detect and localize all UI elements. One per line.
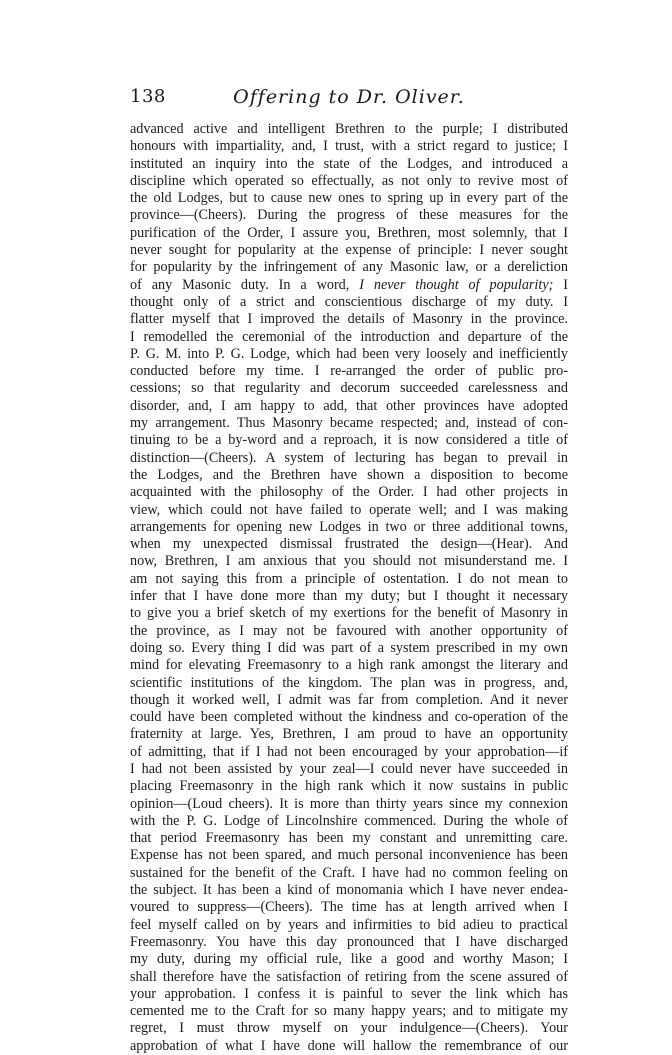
- text-line: the old Lodges, but to cause new ones to spring up in every part of the: [130, 190, 568, 207]
- text-line: the Lodges, and the Brethren have shown a disposition to become: [130, 466, 568, 483]
- text-line: I had not been assisted by your zeal—I could never have succeeded in: [130, 760, 568, 777]
- text-line: feel myself called on by years and infirmities to bid adieu to practical: [130, 916, 568, 933]
- text-line: am not saying this from a principle of ostentation. I do not mean to: [130, 570, 568, 587]
- text-line: fraternity at large. Yes, Brethren, I am proud to have an opportunity: [130, 726, 568, 743]
- text-line: view, which could not have failed to operate well; and I was making: [130, 501, 568, 518]
- text-line: infer that I have done more than my duty; but I thought it necessary: [130, 588, 568, 605]
- text-line: your approbation. I confess it is painful to sever the link which has: [130, 985, 568, 1002]
- text-line: disorder, and, I am happy to add, that other provinces have adopted: [130, 397, 568, 414]
- text-line: mind for elevating Freemasonry to a high rank amongst the literary and: [130, 657, 568, 674]
- text-line: arrangements for opening new Lodges in two or three additional towns,: [130, 518, 568, 535]
- text-line: province—(Cheers). During the progress of these measures for the: [130, 207, 568, 224]
- text-line: sustained for the benefit of the Craft. I have had no common feeling on: [130, 864, 568, 881]
- text-line: Freemasonry. You have this day pronounced that I have discharged: [130, 933, 568, 950]
- text-line: purification of the Order, I assure you, Brethren, most solemnly, that I: [130, 224, 568, 241]
- text-line: opinion—(Loud cheers). It is more than thirty years since my connexion: [130, 795, 568, 812]
- text-line: I remodelled the ceremonial of the introduction and departure of the: [130, 328, 568, 345]
- text-line: with the P. G. Lodge of Lincolnshire commenced. During the whole of: [130, 812, 568, 829]
- text-line: cessions; so that regularity and decorum succeeded carelessness and: [130, 380, 568, 397]
- text-line: the province, as I may not be favoured with another opportunity of: [130, 622, 568, 639]
- text-line: my duty, during my official rule, like a good and worthy Mason; I: [130, 951, 568, 968]
- text-line: of any Masonic duty. In a word, I never thought of popularity; I: [130, 276, 568, 293]
- text-line: though it worked well, I admit was far from completion. And it never: [130, 691, 568, 708]
- text-line: conducted before my time. I re-arranged the order of public pro-: [130, 363, 568, 380]
- text-line: placing Freemasonry in the high rank which it now sustains in public: [130, 778, 568, 795]
- text-line: honours with impartiality, and, I trust, with a strict regard to justice; I: [130, 138, 568, 155]
- running-title: Offering to Dr. Oliver.: [233, 86, 465, 108]
- page-number: 138: [130, 86, 166, 107]
- page-header: [130, 86, 568, 112]
- text-line: cemented me to the Craft for so many happy years; and to mitigate my: [130, 1003, 568, 1020]
- text-line: could have been completed without the kindness and co-operation of the: [130, 709, 568, 726]
- text-line: the subject. It has been a kind of monomania which I have never endea-: [130, 882, 568, 899]
- text-line: my arrangement. Thus Masonry became respected; and, instead of con-: [130, 415, 568, 432]
- text-line: flatter myself that I improved the details of Masonry in the province.: [130, 311, 568, 328]
- text-line: scientific institutions of the kingdom. The plan was in progress, and,: [130, 674, 568, 691]
- text-line: voured to suppress—(Cheers). The time has at length arrived when I: [130, 899, 568, 916]
- text-line: doing so. Every thing I did was part of a system prescribed in my own: [130, 639, 568, 656]
- text-line: distinction—(Cheers). A system of lecturing has began to prevail in: [130, 449, 568, 466]
- text-line: of admitting, that if I had not been encouraged by your approbation—if: [130, 743, 568, 760]
- text-line: acquainted with the philosophy of the Order. I had other projects in: [130, 484, 568, 501]
- body-text: [130, 121, 568, 1055]
- text-line: approbation of what I have done will hallow the remembrance of our: [130, 1037, 568, 1054]
- text-line: discipline which operated so effectually, as not only to revive most of: [130, 172, 568, 189]
- italic-emphasis: I never thought of popularity;: [359, 276, 554, 293]
- text-line: instituted an inquiry into the state of the Lodges, and introduced a: [130, 155, 568, 172]
- text-line: Expense has not been spared, and much personal inconvenience has been: [130, 847, 568, 864]
- text-line: tinuing to be a by-word and a reproach, it is now considered a title of: [130, 432, 568, 449]
- text-line: shall therefore have the satisfaction of retiring from the scene assured of: [130, 968, 568, 985]
- text-line: P. G. M. into P. G. Lodge, which had been very loosely and inefficiently: [130, 345, 568, 362]
- text-line: advanced active and intelligent Brethren to the purple; I distributed: [130, 121, 568, 137]
- text-line: to give you a brief sketch of my exertions for the benefit of Masonry in: [130, 605, 568, 622]
- text-line: now, Brethren, I am anxious that you should not misunderstand me. I: [130, 553, 568, 570]
- text-line: regret, I must throw myself on your indulgence—(Cheers). Your: [130, 1020, 568, 1037]
- text-line: thought only of a strict and conscientious discharge of my duty. I: [130, 293, 568, 310]
- text-line: never sought for popularity at the expense of principle: I never sought: [130, 242, 568, 259]
- text-line: when my unexpected dismissal frustrated the design—(Hear). And: [130, 536, 568, 553]
- text-line: for popularity by the infringement of any Masonic law, or a dereliction: [130, 259, 568, 276]
- text-line: that period Freemasonry has been my constant and unremitting care.: [130, 830, 568, 847]
